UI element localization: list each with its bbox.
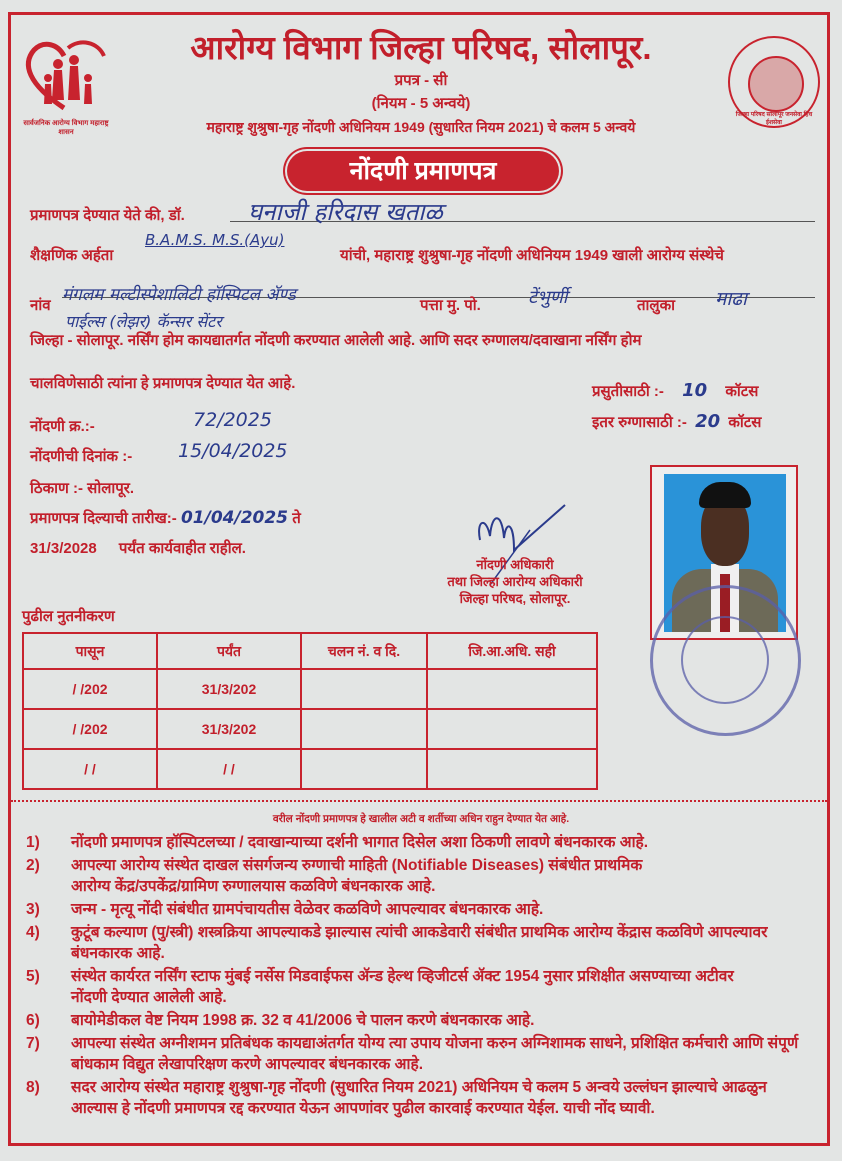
officer-designation: तथा जिल्हा आरोग्य अधिकारी bbox=[447, 574, 583, 589]
cell-challan bbox=[301, 669, 427, 709]
taluka-label: तालुका bbox=[637, 297, 676, 314]
condition-number: 7) bbox=[26, 1035, 40, 1052]
cell-signature bbox=[427, 669, 597, 709]
cell-signature bbox=[427, 709, 597, 749]
village: टेंभुर्णी bbox=[528, 287, 568, 308]
issue-label: प्रमाणपत्र दिल्याची तारीख:- bbox=[30, 510, 177, 527]
valid-until: 31/3/2028 bbox=[30, 540, 97, 557]
table-row bbox=[23, 669, 597, 709]
cell-challan bbox=[301, 749, 427, 789]
reg-date: 15/04/2025 bbox=[178, 440, 288, 462]
qualification: B.A.M.S. M.S.(Ayu) bbox=[145, 231, 285, 249]
cell-to: / / bbox=[157, 749, 301, 789]
beds-unit: कॉटस bbox=[725, 383, 759, 400]
taluka: माढा bbox=[715, 288, 747, 310]
cell-from: / /202 bbox=[23, 709, 157, 749]
other-beds-row bbox=[592, 411, 761, 432]
maternity-label: प्रसुतीसाठी :- bbox=[592, 383, 664, 400]
condition-item bbox=[26, 855, 816, 897]
official-stamp bbox=[650, 585, 801, 736]
institution-name-2: पाईल्स (लेझर) कॅन्सर सेंटर bbox=[65, 312, 222, 331]
certificate-title: नोंदणी प्रमाणपत्र bbox=[287, 151, 559, 191]
col-to: पर्यंत bbox=[157, 633, 301, 669]
institution-name: मंगलम मल्टीस्पेशालिटी हॉस्पिटल ॲण्ड bbox=[62, 285, 296, 305]
condition-item bbox=[26, 1033, 816, 1075]
condition-item bbox=[26, 966, 816, 1008]
condition-text: बायोमेडीकल वेष्ट नियम 1998 क्र. 32 व 41/2006 चे पालन करणे बंधनकारक आहे. bbox=[71, 1012, 535, 1029]
signature-block bbox=[410, 556, 620, 607]
condition-number: 2) bbox=[26, 857, 40, 874]
cell-from: / / bbox=[23, 749, 157, 789]
col-from: पासून bbox=[23, 633, 157, 669]
table-row bbox=[23, 749, 597, 789]
condition-text: आपल्या संस्थेत अग्नीशमन प्रतिबंधक कायद्याअंतर्गत योग्य त्या उपाय योजना करुन अग्निशामक साधने, प्रशिक्षित कर्मचारी आणि संपूर्ण बांधकाम विद्युत लेखापरिक्षण करणे आपल्यावर बंधनकारक आहे. bbox=[71, 1035, 799, 1073]
table-row bbox=[23, 709, 597, 749]
cell-to: 31/3/202 bbox=[157, 669, 301, 709]
condition-text: कुटूंब कल्याण (पु/स्त्री) शस्त्रक्रिया आपल्याकडे झाल्यास त्यांची आकडेवारी संबंधीत प्राथमिक आरोग्य केंद्रास कळविणे आपल्यावर बंधनकारक आहे. bbox=[71, 924, 768, 962]
condition-number: 6) bbox=[26, 1012, 40, 1029]
condition-item bbox=[26, 922, 816, 964]
issue-date: 01/04/2025 bbox=[180, 508, 289, 528]
condition-text: संस्थेत कार्यरत नर्सिंग स्टाफ मुंबई नर्सेस मिडवाईफस ॲन्ड हेल्थ व्हिजीटर्स ॲक्ट 1954 नुसार प्रशिक्षीत असण्याच्या अटीवर नोंदणी देण्यात आलेली आहे. bbox=[71, 968, 734, 1006]
cell-signature bbox=[427, 749, 597, 789]
officer-office: जिल्हा परिषद, सोलापूर. bbox=[459, 591, 571, 606]
institution-label: नांव bbox=[30, 297, 51, 314]
condition-number: 4) bbox=[26, 924, 40, 941]
valid-suffix: पर्यंत कार्यवाहीत राहील. bbox=[118, 540, 246, 557]
logo-caption: सार्वजनिक आरोग्य विभाग महाराष्ट्र शासन bbox=[23, 120, 109, 136]
act-reference: महाराष्ट्र शुश्रुषा-गृह नोंदणी अधिनियम 1949 (सुधारित नियम 2021) चे कलम 5 अन्वये bbox=[206, 119, 636, 135]
condition-text: जन्म - मृत्यू नोंदी संबंधीत ग्रामपंचायतीस वेळेवर कळविणे आपल्यावर बंधनकारक आहे. bbox=[71, 901, 544, 918]
condition-item bbox=[26, 1010, 816, 1031]
reg-date-label: नोंदणीची दिनांक :- bbox=[30, 448, 133, 465]
officer-title: नोंदणी अधिकारी bbox=[476, 557, 554, 572]
condition-item bbox=[26, 1077, 816, 1119]
table-header-row bbox=[23, 633, 597, 669]
conditions-list bbox=[26, 832, 816, 1121]
issue-date-row bbox=[30, 508, 301, 528]
col-signature: जि.आ.अधि. सही bbox=[427, 633, 597, 669]
cell-from: / /202 bbox=[23, 669, 157, 709]
col-challan: चलन नं. व दि. bbox=[301, 633, 427, 669]
place-label: ठिकाण :- सोलापूर. bbox=[30, 480, 135, 497]
renewal-table bbox=[22, 632, 598, 790]
maternity-beds-row bbox=[592, 380, 758, 401]
condition-number: 5) bbox=[26, 968, 40, 985]
conditions-intro: वरील नोंदणी प्रमाणपत्र हे खालील अटी व शर्तीच्या अधिन राहुन देण्यात येत आहे. bbox=[272, 813, 570, 825]
cell-challan bbox=[301, 709, 427, 749]
other-label: इतर रुग्णासाठी :- bbox=[592, 414, 687, 431]
cell-to: 31/3/202 bbox=[157, 709, 301, 749]
issue-suffix: ते bbox=[292, 510, 301, 527]
condition-item bbox=[26, 899, 816, 920]
address-label: पत्ता मु. पो. bbox=[420, 297, 481, 314]
seal-text: जिल्हा परिषद सोलापूर जनसेवा हिच ईशसेवा bbox=[735, 112, 813, 126]
beds-unit: कॉटस bbox=[728, 414, 762, 431]
condition-item bbox=[26, 832, 816, 853]
department-title: आरोग्य विभाग जिल्हा परिषद, सोलापूर. bbox=[190, 29, 652, 66]
reg-no-label: नोंदणी क्र.:- bbox=[30, 418, 95, 435]
qualification-label: शैक्षणिक अर्हता bbox=[30, 247, 114, 264]
condition-text: आपल्या आरोग्य संस्थेत दाखल संसर्गजन्य रुग्णाची माहिती (Notifiable Diseases) संबंधीत प्राथमिक आरोग्य केंद्र/उपकेंद्र/ग्रामिण रुग्णालयास कळविणे बंधनकारक आहे. bbox=[71, 857, 643, 895]
act-statement: यांची, महाराष्ट्र शुश्रुषा-गृह नोंदणी अधिनियम 1949 खाली आरोग्य संस्थेचे bbox=[340, 247, 724, 264]
renewal-title: पुढील नुतनीकरण bbox=[22, 608, 115, 625]
condition-number: 1) bbox=[26, 834, 40, 851]
registration-statement: जिल्हा - सोलापूर. नर्सिंग होम कायद्यातर्गत नोंदणी करण्यात आलेली आहे. आणि सदर रुग्णालय/दवाखाना नर्सिंग होम bbox=[30, 332, 642, 349]
form-label: प्रपत्र - सी bbox=[394, 72, 448, 89]
condition-text: सदर आरोग्य संस्थेत महाराष्ट्र शुश्रुषा-गृह नोंदणी (सुधारित नियम 2021) अधिनियम चे कलम 5 अन्वये उल्लंघन झाल्याचे आढळुन आल्यास हे नोंदणी प्रमाणपत्र रद्द करण्यात येऊन आपणांवर पुढील कारवाई करण्यात येईल. याची नोंद घ्यावी. bbox=[71, 1079, 767, 1117]
condition-number: 8) bbox=[26, 1079, 40, 1096]
certify-label: प्रमाणपत्र देण्यात येते की, डॉ. bbox=[30, 207, 185, 224]
doctor-name: घनाजी हरिदास खताळ bbox=[248, 198, 443, 226]
validity-row bbox=[30, 538, 246, 558]
maternity-beds: 10 bbox=[682, 380, 708, 401]
dotted-divider bbox=[11, 800, 827, 802]
operation-statement: चालविणेसाठी त्यांना हे प्रमाणपत्र देण्यात येत आहे. bbox=[30, 375, 296, 392]
rule-label: (नियम - 5 अन्वये) bbox=[371, 95, 471, 112]
other-beds: 20 bbox=[695, 411, 721, 432]
reg-no: 72/2025 bbox=[193, 409, 272, 431]
condition-text: नोंदणी प्रमाणपत्र हॉस्पिटलच्या / दवाखान्याच्या दर्शनी भागात दिसेल अशा ठिकणी लावणे बंधनकारक आहे. bbox=[71, 834, 649, 851]
condition-number: 3) bbox=[26, 901, 40, 918]
